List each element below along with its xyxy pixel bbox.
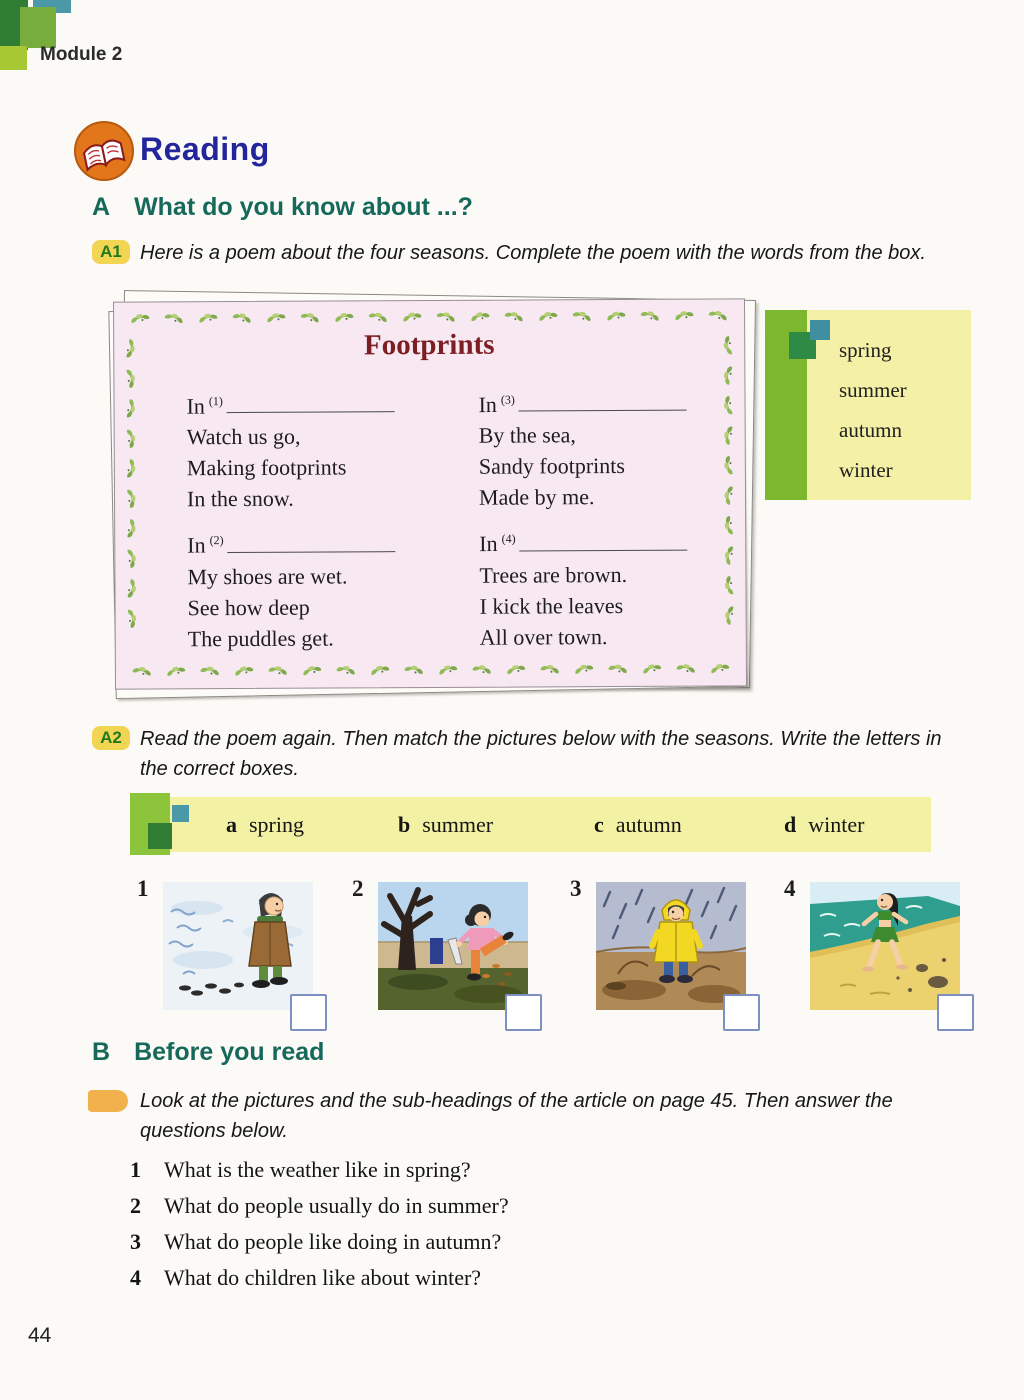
bar-square-dark-green (148, 823, 172, 849)
poem-line: Sandy footprints (478, 453, 625, 480)
question-number: 1 (130, 1157, 141, 1182)
question-list (130, 1152, 509, 1296)
bar-square-teal (172, 805, 189, 822)
poem-line: Trees are brown. (479, 561, 628, 588)
answer-blank-1[interactable] (227, 396, 395, 414)
question-text: What do people usually do in summer? (164, 1193, 509, 1218)
section-a-title: What do you know about ...? (134, 193, 473, 221)
poem-blank-line (478, 384, 687, 420)
word-box (765, 310, 971, 500)
picture-number: 3 (570, 876, 582, 901)
answer-blank-3[interactable] (519, 394, 687, 412)
blue-sign (430, 938, 443, 964)
poem-stanza-2 (187, 525, 396, 654)
poem-line: My shoes are wet. (187, 563, 348, 589)
answer-checkbox-4[interactable] (937, 994, 974, 1031)
option-letter: d (784, 812, 797, 837)
picture-block-4 (784, 876, 960, 1010)
poem-blank-line (187, 525, 396, 561)
answer-checkbox-1[interactable] (290, 994, 327, 1031)
answer-checkbox-3[interactable] (723, 994, 760, 1031)
option-label: summer (422, 812, 494, 837)
page-number: 44 (28, 1324, 52, 1347)
poem-stanza-4 (479, 523, 688, 652)
word-box-item: winter (839, 458, 893, 482)
word-box-item: autumn (839, 418, 902, 442)
option-label: spring (249, 812, 304, 837)
picture-number: 1 (137, 876, 149, 901)
picture-block-3 (570, 876, 746, 1010)
blank-number: (3) (500, 392, 515, 407)
poem-line: See how deep (187, 594, 310, 620)
question-text: What do people like doing in autumn? (164, 1229, 502, 1254)
poem-line: The puddles get. (187, 625, 334, 651)
answer-blank-2[interactable] (228, 535, 396, 553)
poem-blank-line (479, 523, 688, 559)
question-number: 3 (130, 1229, 141, 1254)
task-a2-instruction: Read the poem again. Then match the pictures below with the seasons. Write the letters in the correct boxes. (140, 728, 942, 780)
blank-number: (4) (501, 531, 516, 546)
picture-block-2 (352, 876, 528, 1010)
blank-prefix: In (479, 531, 498, 557)
answer-checkbox-2[interactable] (505, 994, 542, 1031)
task-a2-badge: A2 (92, 726, 130, 750)
task-a1-instruction: Here is a poem about the four seasons. Complete the poem with the words from the box. (140, 242, 926, 264)
option-letter: a (226, 812, 237, 837)
section-b-heading (92, 1038, 324, 1067)
poem-stanza-3 (478, 384, 687, 513)
poem-left-column (186, 385, 396, 665)
picture-number: 4 (784, 876, 796, 901)
season-option-winter (784, 797, 864, 852)
question-2 (130, 1188, 509, 1224)
option-letter: c (594, 812, 604, 837)
section-b-title: Before you read (134, 1038, 325, 1066)
poem-card-stack (114, 300, 746, 688)
picture-4-beach-scene-illustration (810, 882, 960, 1010)
section-a-heading (92, 193, 473, 222)
poem-line: All over town. (479, 623, 608, 650)
blank-number: (2) (209, 533, 224, 548)
poem-line: By the sea, (478, 422, 576, 449)
poem-line: Watch us go, (186, 424, 301, 450)
blank-number: (1) (208, 394, 223, 409)
section-b-letter: B (92, 1038, 111, 1066)
reading-section-title: Reading (140, 131, 270, 167)
question-number: 4 (130, 1265, 141, 1290)
answer-blank-4[interactable] (520, 533, 688, 551)
question-text: What do children like about winter? (164, 1265, 482, 1290)
option-label: winter (808, 812, 865, 837)
poem-line: Made by me. (478, 484, 595, 511)
poem-line: Making footprints (186, 454, 347, 481)
poem-line: In the snow. (186, 486, 294, 512)
poem-stanza-1 (186, 385, 395, 514)
season-option-autumn (594, 797, 682, 852)
poem-blank-line (186, 385, 395, 421)
picture-block-1 (137, 876, 313, 1010)
task-a1-badge: A1 (92, 240, 130, 264)
picture-number: 2 (352, 876, 364, 901)
poem-card (113, 298, 747, 689)
blank-prefix: In (187, 532, 206, 558)
question-text: What is the weather like in spring? (164, 1157, 471, 1182)
corner-square-lime (0, 46, 27, 70)
question-number: 2 (130, 1193, 141, 1218)
season-options-bar (130, 797, 931, 852)
question-1 (130, 1152, 509, 1188)
module-corner-decoration (0, 0, 90, 80)
section-b-pill-marker (88, 1090, 128, 1112)
option-letter: b (398, 812, 411, 837)
option-label: autumn (615, 812, 682, 837)
poem-right-column (478, 384, 688, 664)
season-option-summer (398, 797, 493, 852)
blank-prefix: In (478, 391, 497, 418)
blank-prefix: In (186, 393, 205, 419)
section-b-instruction: Look at the pictures and the sub-headings of the article on page 45. Then answer the questions below. (140, 1090, 893, 1142)
word-box-words (839, 330, 907, 490)
season-option-spring (226, 797, 304, 852)
word-box-square-teal (810, 320, 830, 340)
poem-line: I kick the leaves (479, 592, 624, 619)
question-4 (130, 1260, 509, 1296)
word-box-item: spring (839, 338, 892, 362)
open-book-icon (72, 119, 136, 183)
picture-3-rain-scene-illustration (596, 882, 746, 1010)
section-a-letter: A (92, 193, 111, 221)
word-box-item: summer (839, 378, 907, 402)
poem-title: Footprints (363, 328, 495, 362)
corner-square-green (20, 7, 56, 48)
question-3 (130, 1224, 509, 1260)
module-label: Module 2 (40, 44, 123, 65)
picture-2-autumn-scene-illustration (378, 882, 528, 1010)
picture-1-snow-scene-illustration (163, 882, 313, 1010)
